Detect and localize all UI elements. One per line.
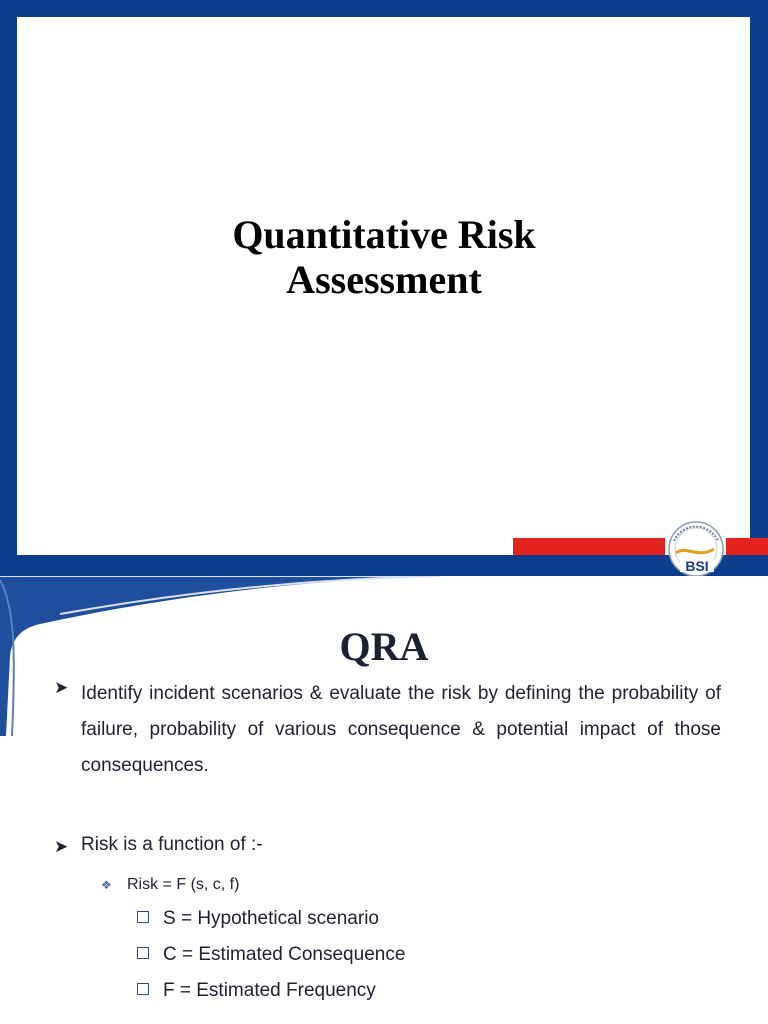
definition-list	[137, 902, 405, 1010]
slide-title-line-1: Quantitative Risk	[232, 212, 536, 257]
checkbox-bullet-icon	[137, 911, 149, 923]
bullet-text-2: Risk is a function of :-	[81, 834, 263, 855]
list-item-text: S = Hypothetical scenario	[163, 908, 379, 929]
diamond-bullet-icon: ❖	[101, 878, 112, 892]
list-item	[137, 902, 405, 938]
list-item	[137, 974, 405, 1010]
list-item-text: F = Estimated Frequency	[163, 980, 376, 1001]
slide-title-line-2: Assessment	[286, 257, 482, 302]
bullet-item-1	[54, 676, 721, 784]
bullet-text-1: Identify incident scenarios & evaluate the risk by defining the probability of failure, probability of various consequence & potential impact of those consequences.	[81, 683, 721, 776]
section-heading: QRA	[339, 624, 429, 669]
red-accent-band-left	[513, 538, 665, 555]
arrow-bullet-icon: ➤	[54, 837, 69, 856]
blue-accent-band	[513, 555, 768, 576]
checkbox-bullet-icon	[137, 983, 149, 995]
sub-bullet	[101, 871, 239, 899]
arrow-bullet-icon: ➤	[54, 678, 69, 697]
list-item-text: C = Estimated Consequence	[163, 944, 406, 965]
logo-text: BSI	[685, 558, 709, 574]
bullet-item-2	[54, 830, 721, 860]
list-item	[137, 938, 405, 974]
slide-title	[0, 212, 768, 302]
red-accent-band-right	[726, 538, 768, 555]
bsi-logo	[664, 519, 728, 579]
sub-bullet-text: Risk = F (s, c, f)	[127, 876, 240, 893]
checkbox-bullet-icon	[137, 947, 149, 959]
